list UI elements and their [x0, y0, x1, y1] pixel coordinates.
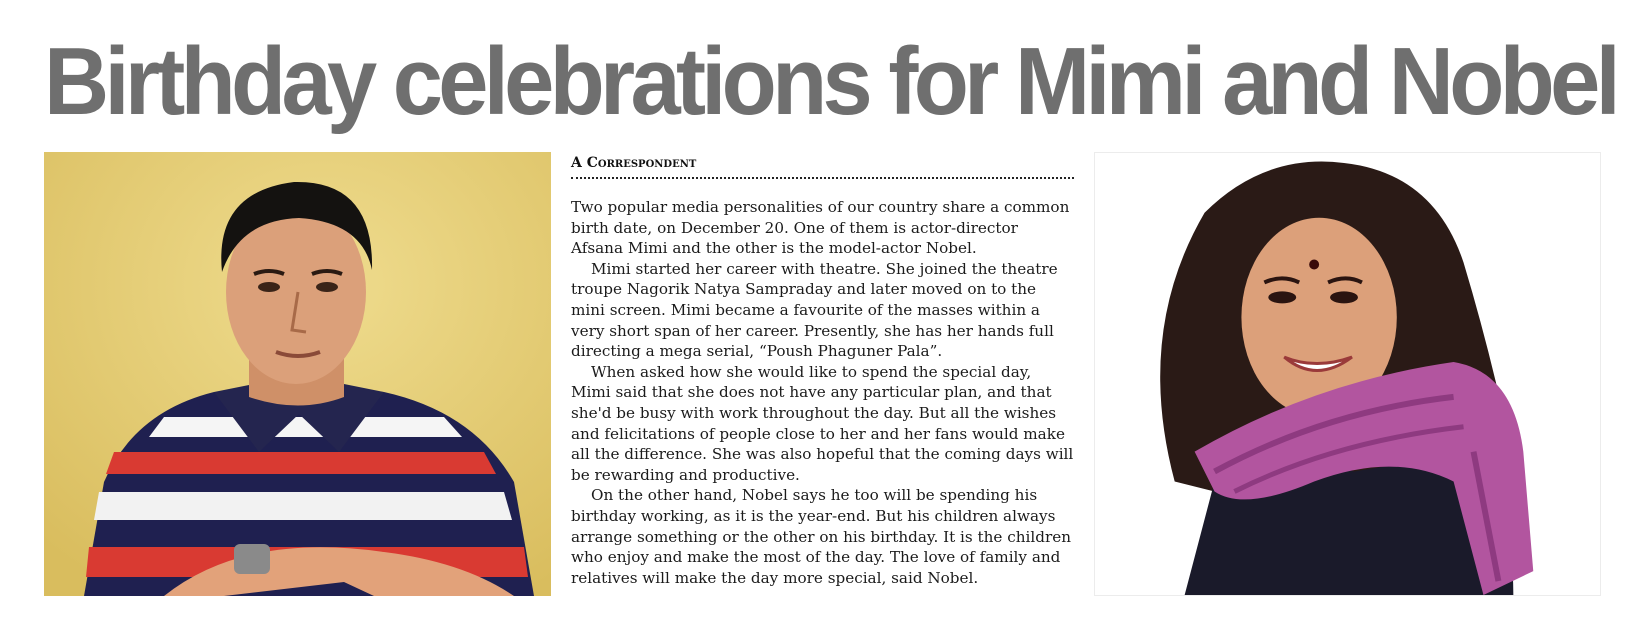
portrait-woman-image	[1095, 153, 1600, 595]
article-paragraph: Mimi started her career with theatre. She joined the theatre troupe Nagorik Natya Sampraday and later moved on to the mini screen. Mimi became a favourite of the masses within a very short span of her career. Presently, she has her hands full directing a mega serial, “Poush Phaguner Pala”.	[571, 259, 1058, 361]
byline: A Correspondent	[571, 152, 1074, 179]
photo-mimi	[1094, 152, 1601, 596]
portrait-man-image	[44, 152, 551, 596]
article-body	[571, 197, 1074, 588]
headline: Birthday celebrations for Mimi and Nobel	[44, 28, 1616, 135]
article-paragraph: When asked how she would like to spend the special day, Mimi said that she does not have any particular plan, and that she'd be busy with work throughout the day. But all the wishes and felicitations of people close to her and her fans would make all the difference. She was also hopeful that the coming days will be rewarding and productive.	[571, 362, 1074, 484]
article-paragraph: Two popular media personalities of our country share a common birth date, on December 20. One of them is actor-director Afsana Mimi and the other is the model-actor Nobel.	[571, 198, 1070, 258]
photo-nobel	[44, 152, 551, 596]
article-paragraph: On the other hand, Nobel says he too will be spending his birthday working, as it is the year-end. But his children always arrange something or the other on his birthday. It is the children who enjoy and make the most of the day. The love of family and relatives will make the day more special, said Nobel.	[571, 486, 1071, 587]
article	[571, 152, 1074, 588]
